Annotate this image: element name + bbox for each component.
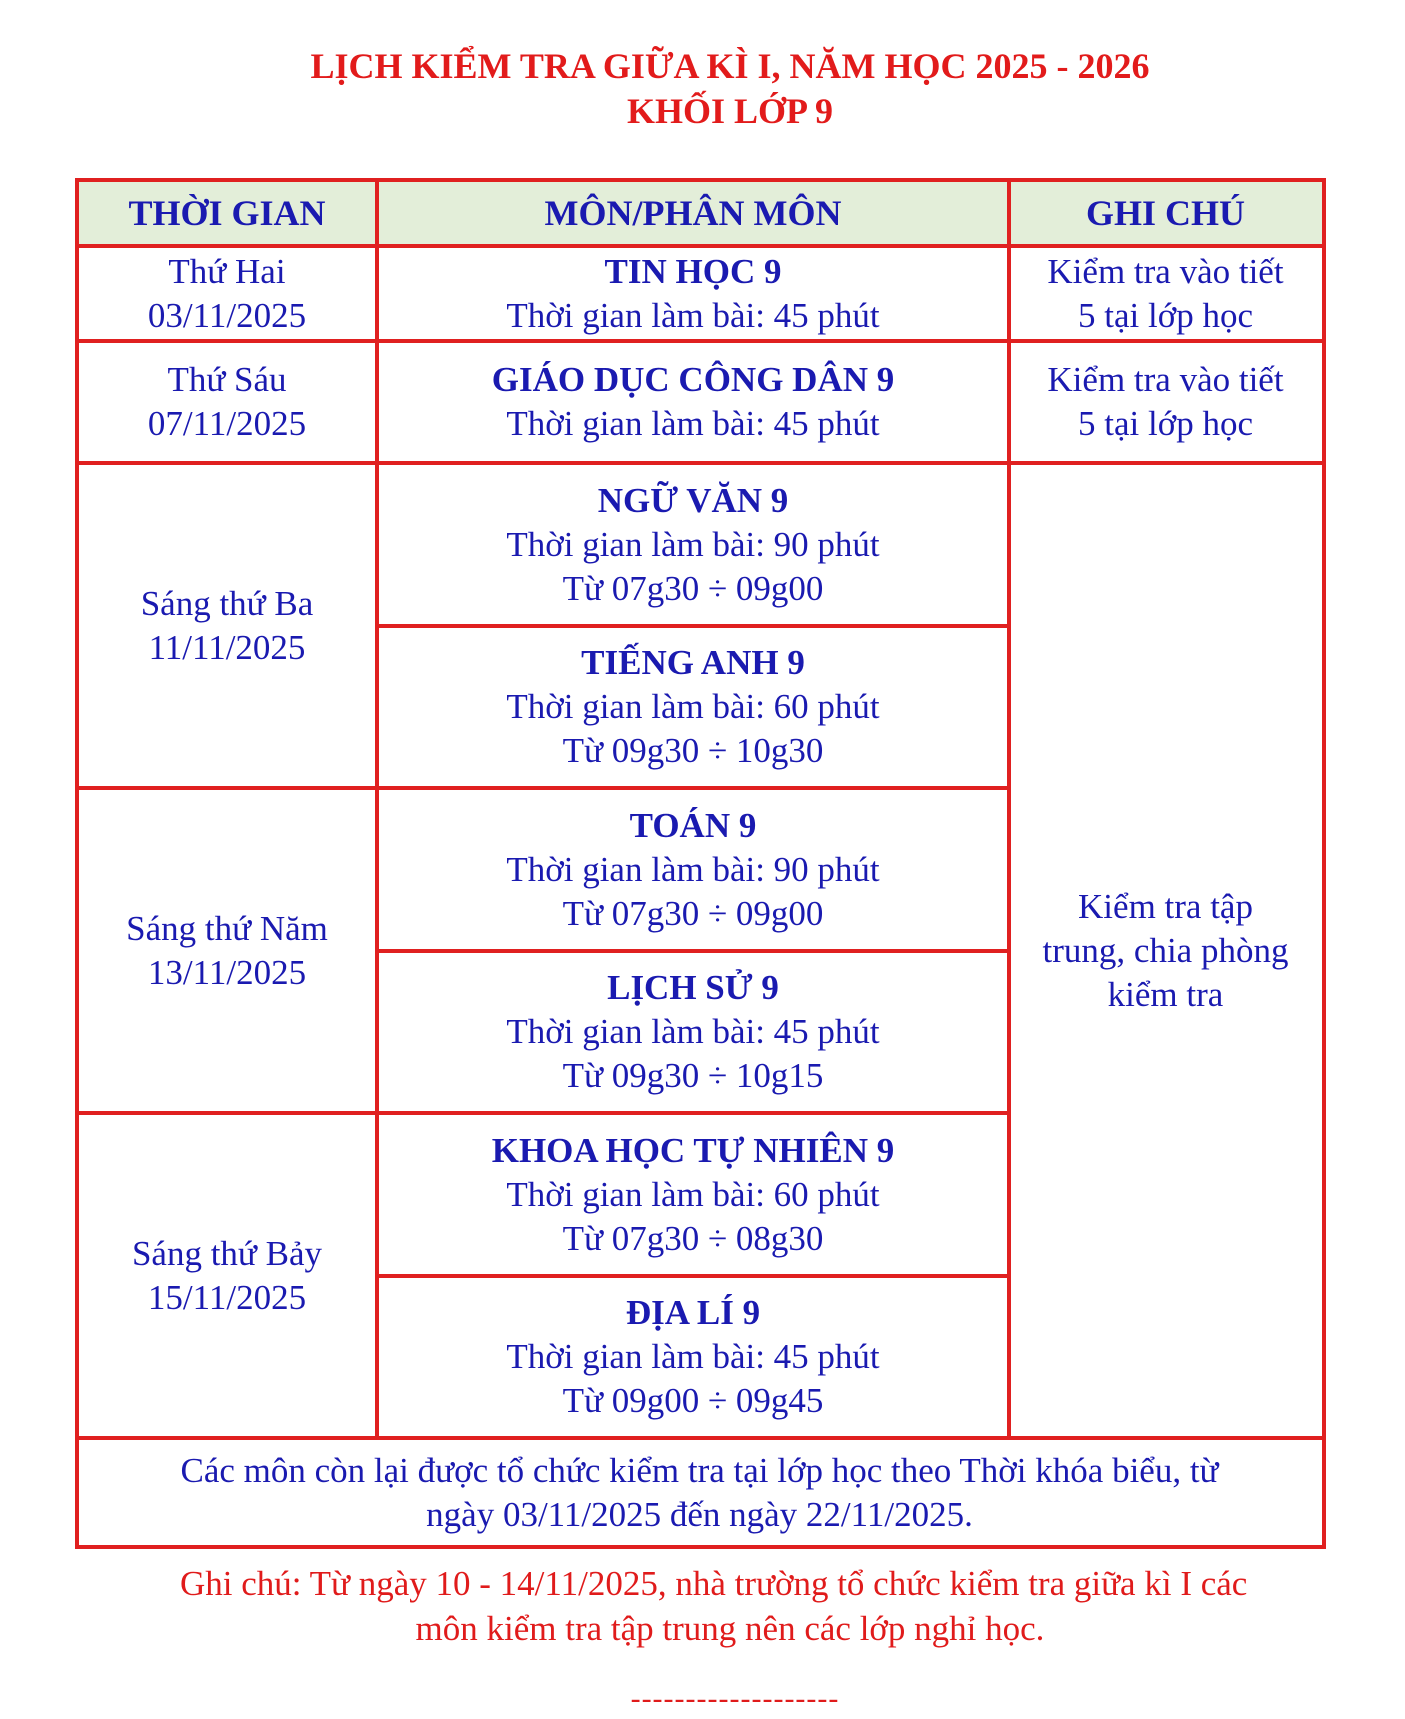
table-border [75, 178, 1326, 182]
header-note: GHI CHÚ [1009, 180, 1322, 246]
page-title: LỊCH KIỂM TRA GIỮA KÌ I, NĂM HỌC 2025 - 2026 [310, 46, 1150, 86]
table-border [375, 949, 1011, 953]
subject-cell: TIN HỌC 9 Thời gian làm bài: 45 phút [506, 251, 880, 335]
day-cell: Sáng thứ Bảy 15/11/2025 [131, 1233, 323, 1317]
page-subtitle: KHỐI LỚP 9 [626, 91, 834, 131]
note-cell: Kiểm tra vào tiết 5 tại lớp học [1047, 251, 1284, 335]
table-border [1007, 178, 1011, 1440]
table-border [75, 339, 1326, 343]
note-cell: Kiểm tra vào tiết 5 tại lớp học [1047, 360, 1284, 443]
table-border [75, 786, 1011, 790]
table-border [75, 1111, 1011, 1115]
subject-cell: TIẾNG ANH 9 Thời gian làm bài: 60 phút Từ 09g30 ÷ 10g30 [506, 643, 880, 770]
table-border [75, 461, 1326, 465]
day-cell: Sáng thứ Năm 13/11/2025 [126, 908, 328, 992]
ghi-chu-line1: Ghi chú: Từ ngày 10 - 14/11/2025, nhà trường tổ chức kiểm tra giữa kì I các [180, 1564, 1248, 1603]
note-cell: Kiểm tra tập trung, chia phòng kiểm tra [1042, 886, 1289, 1014]
subject-cell: LỊCH SỬ 9 Thời gian làm bài: 45 phút Từ 09g30 ÷ 10g15 [506, 968, 880, 1095]
subject-cell: ĐỊA LÍ 9 Thời gian làm bài: 45 phút Từ 09g00 ÷ 09g45 [506, 1293, 880, 1420]
header-subject: MÔN/PHÂN MÔN [377, 180, 1009, 246]
subject-cell: KHOA HỌC TỰ NHIÊN 9 Thời gian làm bài: 60 phút Từ 07g30 ÷ 08g30 [491, 1130, 895, 1258]
table-border [75, 1436, 1326, 1440]
day-cell: Sáng thứ Ba 11/11/2025 [140, 583, 314, 667]
table-border [375, 1274, 1011, 1278]
table-border [375, 178, 379, 1440]
table-border [375, 624, 1011, 628]
day-cell: Thứ Sáu 07/11/2025 [147, 360, 307, 443]
table-border [75, 244, 1326, 248]
header-time: THỜI GIAN [77, 180, 377, 246]
table-footer: Các môn còn lại được tổ chức kiểm tra tại lớp học theo Thời khóa biểu, từ ngày 03/11/2025 đến ngày 22/11/2025. [180, 1450, 1219, 1534]
table-border [75, 1545, 1326, 1549]
table-border [1322, 178, 1326, 1549]
table-border [75, 178, 79, 1549]
separator: ------------------- [630, 1682, 840, 1715]
day-cell: Thứ Hai 03/11/2025 [147, 251, 307, 335]
subject-cell: TOÁN 9 Thời gian làm bài: 90 phút Từ 07g30 ÷ 09g00 [506, 805, 880, 933]
subject-cell: GIÁO DỤC CÔNG DÂN 9 Thời gian làm bài: 45 phút [491, 360, 895, 443]
ghi-chu-line2: môn kiểm tra tập trung nên các lớp nghỉ học. [415, 1609, 1045, 1648]
subject-cell: NGỮ VĂN 9 Thời gian làm bài: 90 phút Từ 07g30 ÷ 09g00 [506, 480, 880, 608]
